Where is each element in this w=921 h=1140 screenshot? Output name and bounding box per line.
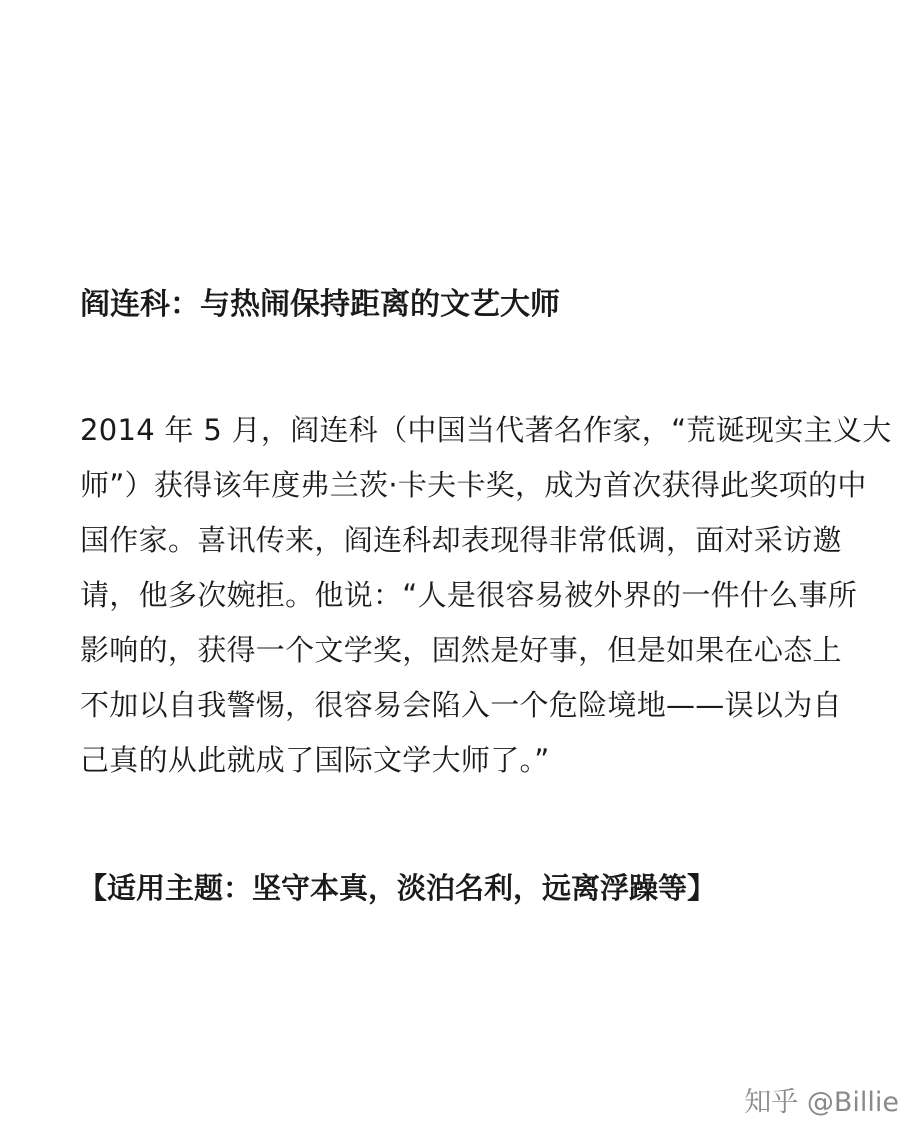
body-line: 师”）获得该年度弗兰茨·卡夫卡奖，成为首次获得此奖项的中 bbox=[80, 468, 867, 502]
body-line: 2014 年 5 月，阎连科（中国当代著名作家，“荒诞现实主义大 bbox=[80, 413, 892, 447]
body-line: 请，他多次婉拒。他说：“人是很容易被外界的一件什么事所 bbox=[80, 578, 858, 612]
article-title: 阎连科：与热闹保持距离的文艺大师 bbox=[80, 287, 560, 322]
article-body bbox=[80, 403, 892, 788]
applicable-theme: 【适用主题：坚守本真，淡泊名利，远离浮躁等】 bbox=[78, 871, 717, 905]
zhihu-watermark: 知乎 @Billie bbox=[744, 1087, 899, 1118]
body-line: 国作家。喜讯传来，阎连科却表现得非常低调，面对采访邀 bbox=[80, 523, 842, 557]
body-line: 不加以自我警惕，很容易会陷入一个危险境地——误以为自 bbox=[80, 688, 842, 722]
body-line: 影响的，获得一个文学奖，固然是好事，但是如果在心态上 bbox=[80, 633, 842, 667]
body-line: 己真的从此就成了国际文学大师了。” bbox=[80, 743, 550, 777]
